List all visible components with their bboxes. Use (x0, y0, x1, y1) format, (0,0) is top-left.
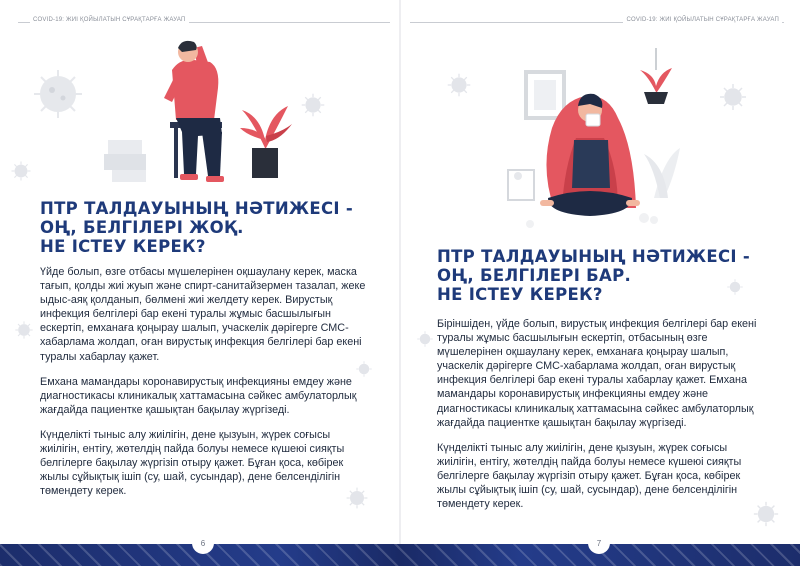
title-line: ПТР ТАЛДАУЫНЫҢ НӘТИЖЕСІ - (40, 199, 354, 218)
left-page-body (40, 265, 366, 509)
title-line: ПТР ТАЛДАУЫНЫҢ НӘТИЖЕСІ - (437, 247, 751, 266)
title-line: ОҢ, БЕЛГІЛЕРІ ЖОҚ. (40, 218, 244, 237)
virus-icon (28, 64, 88, 124)
virus-icon (300, 92, 326, 118)
page-number-badge (588, 532, 610, 554)
virus-icon (14, 320, 34, 340)
footer-pattern (0, 544, 800, 566)
right-page-body (437, 317, 767, 522)
man-sitting-illustration (102, 40, 302, 190)
page-number-badge (192, 532, 214, 554)
page-number: 6 (200, 538, 206, 548)
paragraph: Үйде болып, өзге отбасы мүшелерінен оқшаулану керек, маска тағып, қолды жиі жуып және спирт-санитайзермен тазалап, жеке ыдыс-аяқ қолданып, бөлмені жиі желдету керек. Вирустық инфекция белгілері бар екені туралы жұмыс басшылығын ескертіп, емханаға қоңырау шалып, учаскелік дәрігерге СМС-хабарлама жолдап, оған вирустық инфекция белгілері бар екені туралы хабарлау қажет. (40, 266, 366, 363)
running-header: COVID-19: ЖИІ ҚОЙЫЛАТЫН СҰРАҚТАРҒА ЖАУАП (623, 17, 782, 23)
virus-icon (446, 72, 472, 98)
title-line: НЕ ІСТЕУ КЕРЕК? (40, 237, 206, 256)
left-page-title (40, 199, 353, 256)
title-line: НЕ ІСТЕУ КЕРЕК? (437, 285, 603, 304)
virus-icon (718, 82, 748, 112)
right-page (400, 0, 800, 566)
sick-man-illustration (504, 48, 704, 233)
paragraph: Біріншіден, үйде болып, вирустық инфекция белгілері бар екені туралы жұмыс басшылығын ескертіп, отбасының өзге мүшелерінен оқшаулану керек, емханаға қоңырау шалып, учаскелік дәрігерге СМС-хабарлама жолдап, оған вирустық инфекция белгілері бар екені туралы хабарлау қажет. Емхана мамандары коронавирустық инфекцияны емдеу және диагностикасы клиникалық хаттамасына сәйкес амбулаторлық жағдайда пациентке қашықтан бақылау жүргізеді. (437, 318, 757, 429)
title-line: ОҢ, БЕЛГІЛЕРІ БАР. (437, 266, 632, 285)
right-page-title (437, 247, 750, 304)
virus-icon (10, 160, 32, 182)
paragraph: Күнделікті тыныс алу жиілігін, дене қызуын, жүрек соғысы жиілігін, ентігу, жөтелдің пайда болуы немесе күшеюі сияқты белгілерге бақылау жүргізіп отыру қажет. Бұған қоса, көбірек жылы сұйықтық ішіп (су, шай, сусындар), дене белсенділігін төмендету керек. (40, 428, 345, 498)
paragraph: Емхана мамандары коронавирустық инфекцияны емдеу және диагностикасы клиникалық хаттамасына сәйкес амбулаторлық жағдайда пациентке қашықтан бақылау жүргізеді. (40, 375, 357, 416)
footer-band (0, 544, 800, 566)
page-number: 7 (596, 538, 602, 548)
paragraph: Күнделікті тыныс алу жиілігін, дене қызуын, жүрек соғысы жиілігін, ентігу, жөтелдің пайда болуы немесе күшеюі сияқты белгілерге бақылау жүргізіп отыру қажет. Бұған қоса, көбірек жылы сұйықтық ішіп (су, шай, сусындар), дене белсенділігін төмендету керек. (437, 441, 742, 511)
running-header: COVID-19: ЖИІ ҚОЙЫЛАТЫН СҰРАҚТАРҒА ЖАУАП (30, 17, 189, 23)
book-spine (399, 0, 401, 566)
virus-icon (416, 330, 434, 348)
